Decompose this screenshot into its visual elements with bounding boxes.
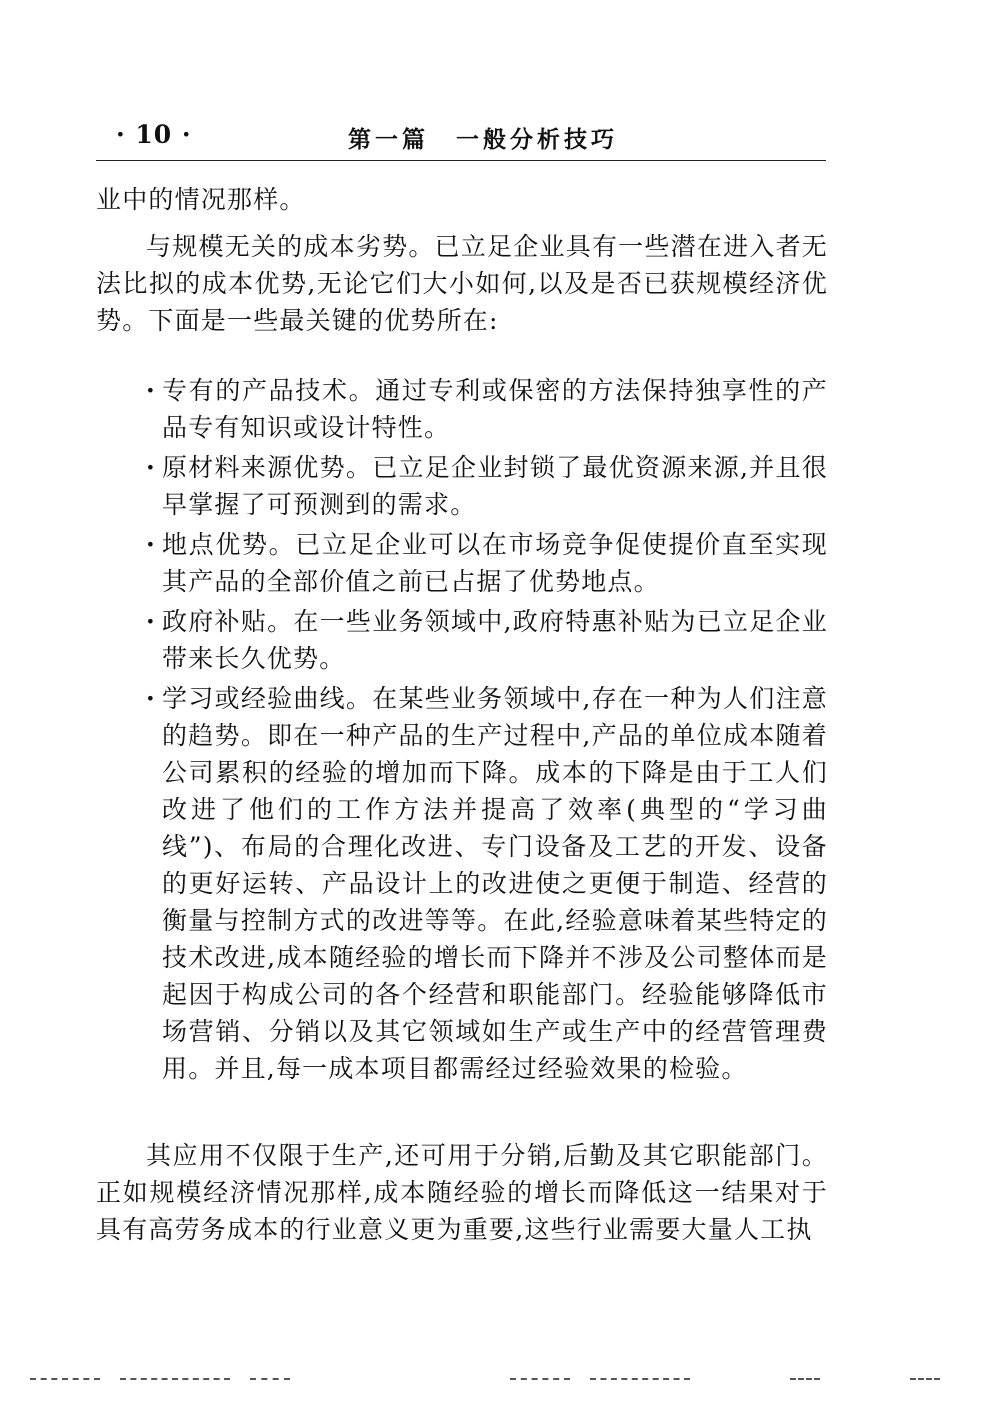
paragraph-cost-disadvantages: 与规模无关的成本劣势。已立足企业具有一些潜在进入者无法比拟的成本优势,无论它们大小如何,以及是否已获规模经济优势。下面是一些最关键的优势所在:	[96, 232, 828, 335]
header-rule	[96, 160, 826, 161]
paragraph-application: 其应用不仅限于生产,还可用于分销,后勤及其它职能部门。正如规模经济情况那样,成本随经验的增长而降低这一结果对于具有高劳务成本的行业意义更为重要,这些行业需要大量人工执	[96, 1141, 828, 1244]
scan-edge-marks	[30, 1378, 950, 1382]
list-item-raw-materials: · 原材料来源优势。已立足企业封锁了最优资源来源,并且很早掌握了可预测到的需求。	[146, 449, 828, 523]
page-number: · 10 ·	[116, 120, 192, 149]
list-item-location: · 地点优势。已立足企业可以在市场竞争促使提价直至实现其产品的全部价值之前已占据了优势地点。	[146, 526, 828, 600]
paragraph-continuation: 业中的情况那样。	[96, 185, 306, 214]
running-head: 第一篇 一般分析技巧	[348, 126, 618, 153]
list-item-proprietary-technology: · 专有的产品技术。通过专利或保密的方法保持独享性的产品专有知识或设计特性。	[146, 372, 828, 446]
page-header	[96, 112, 826, 162]
advantages-list	[146, 372, 828, 1090]
list-item-government-subsidy: · 政府补贴。在一些业务领域中,政府特惠补贴为已立足企业带来长久优势。	[146, 603, 828, 677]
list-item-learning-curve: · 学习或经验曲线。在某些业务领域中,存在一种为人们注意的趋势。即在一种产品的生产过程中,产品的单位成本随着公司累积的经验的增加而下降。成本的下降是由于工人们改进了他们的工作方法并提高了效率(典型的“学习曲线”)、布局的合理化改进、专门设备及工艺的开发、设备的更好运转、产品设计上的改进使之更便于制造、经营的衡量与控制方式的改进等等。在此,经验意味着某些特定的技术改进,成本随经验的增长而下降并不涉及公司整体而是起因于构成公司的各个经营和职能部门。经验能够降低市场营销、分销以及其它领域如生产或生产中的经营管理费用。并且,每一成本项目都需经过经验效果的检验。	[146, 680, 828, 1087]
